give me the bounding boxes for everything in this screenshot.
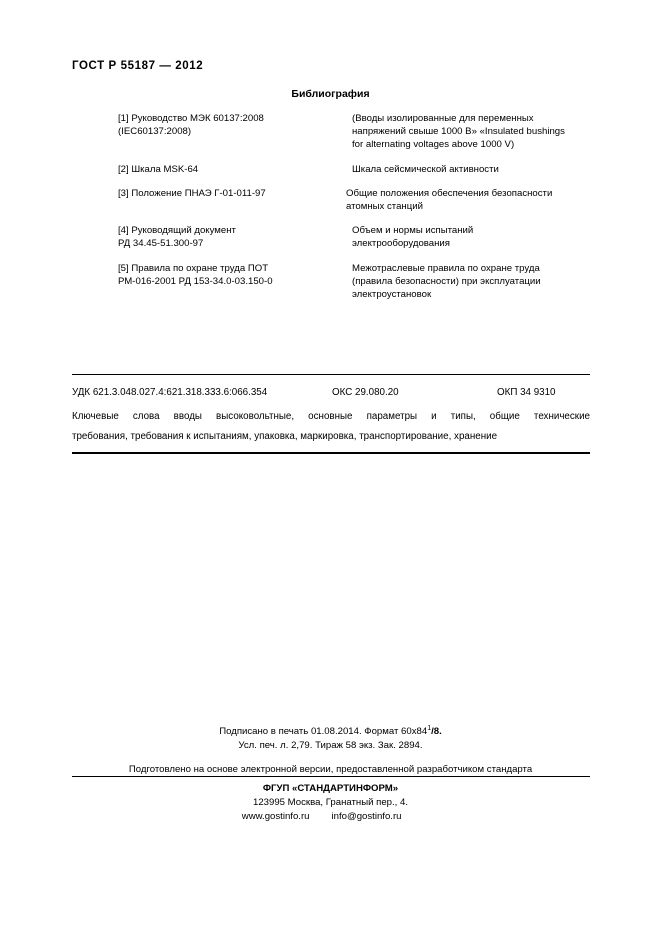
publisher-email[interactable]: info@gostinfo.ru	[331, 811, 402, 822]
publisher-website[interactable]: www.gostinfo.ru	[241, 811, 310, 822]
oks-code: ОКС 29.080.20	[332, 387, 399, 398]
text-line: [3] Положение ПНАЭ Г-01-011-97	[118, 187, 266, 199]
imprint-line-1	[0, 722, 661, 739]
keywords-line-1: Ключевые слова вводы высоковольтные, основные параметры и типы, общие технические	[72, 411, 590, 422]
text-line: (Вводы изолированные для переменных	[352, 113, 534, 124]
bibliography-entry-title	[346, 187, 614, 213]
text-line: напряжений свыше 1000 В» «Insulated bushings	[352, 126, 565, 138]
text-line: Шкала сейсмической активности	[352, 163, 499, 175]
bibliography-entry-title	[352, 224, 620, 250]
text-line: [4] Руководящий документ	[118, 225, 236, 237]
text-line: [2] Шкала MSK-64	[118, 163, 199, 175]
text-line: электроустановок	[352, 288, 432, 300]
publisher-contacts	[0, 810, 661, 824]
bibliography-list	[118, 112, 618, 312]
imprint-line-1-text: Подписано в печать 01.08.2014. Формат 60х84	[219, 726, 428, 738]
bibliography-entry	[118, 112, 618, 152]
bibliography-entry-title	[352, 112, 620, 152]
bibliography-entry-title	[352, 163, 620, 176]
text-line: [5] Правила по охране труда ПОТ	[118, 262, 269, 274]
keywords-block	[72, 407, 590, 447]
imprint-fraction-den: /8.	[431, 726, 442, 738]
text-line: (правила безопасности) при эксплуатации	[352, 275, 541, 287]
divider-top	[72, 374, 590, 375]
publisher-block	[0, 782, 661, 824]
imprint-fraction-num: 1	[427, 725, 432, 732]
text-line: Объем и нормы испытаний	[352, 225, 474, 237]
bibliography-entry	[118, 187, 618, 213]
text-line: Общие положения обеспечения безопасности	[346, 187, 553, 199]
bibliography-entry	[118, 163, 618, 176]
standard-header: ГОСТ Р 55187 — 2012	[72, 60, 204, 72]
prepared-note: Подготовлено на основе электронной версии, предоставленной разработчиком стандарта	[128, 764, 533, 775]
text-line: (IEC60137:2008)	[118, 126, 192, 138]
okp-code: ОКП 34 9310	[497, 387, 556, 398]
text-line: [1] Руководство МЭК 60137:2008	[118, 113, 264, 124]
bibliography-entry-reference	[118, 187, 348, 200]
keywords-line-2: требования, требования к испытаниям, упаковка, маркировка, транспортирование, хранение	[72, 431, 498, 442]
divider-bottom	[72, 452, 590, 454]
publisher-address: 123995 Москва, Гранатный пер., 4.	[253, 796, 408, 808]
text-line: Межотраслевые правила по охране труда	[352, 262, 540, 274]
bibliography-entry	[118, 224, 618, 250]
bibliography-entry-title	[352, 262, 620, 302]
bibliography-entry-reference	[118, 163, 348, 176]
text-line: атомных станций	[346, 200, 423, 212]
bibliography-title: Библиография	[291, 88, 370, 100]
text-line: РД 34.45-51.300-97	[118, 238, 204, 250]
imprint-block	[0, 722, 661, 753]
publisher-name: ФГУП «СТАНДАРТИНФОРМ»	[262, 783, 399, 794]
bibliography-entry	[118, 262, 618, 302]
text-line: for alternating voltages above 1000 V)	[352, 139, 515, 151]
imprint-line-2: Усл. печ. л. 2,79. Тираж 58 экз. Зак. 2894.	[238, 740, 423, 752]
bibliography-entry-reference	[118, 262, 348, 288]
bibliography-entry-reference	[118, 112, 348, 138]
udk-code: УДК 621.3.048.027.4:621.318.333.6:066.354	[72, 387, 268, 398]
divider-footer	[72, 776, 590, 777]
text-line: электрооборудования	[352, 238, 450, 250]
text-line: РМ-016-2001 РД 153-34.0-03.150-0	[118, 275, 273, 287]
bibliography-entry-reference	[118, 224, 348, 250]
